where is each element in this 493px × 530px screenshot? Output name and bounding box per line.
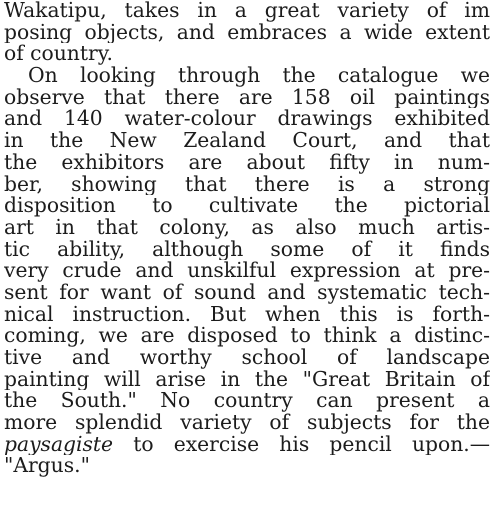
text-line: ber, showing that there is a strong <box>4 173 490 196</box>
text-line: painting will arise in the "Great Britain of <box>4 368 490 391</box>
text-line: Wakatipu, takes in a great variety of im <box>4 0 490 22</box>
text-line: tive and worthy school of landscape <box>4 347 490 369</box>
text-line: of country. <box>4 43 113 66</box>
text-line: and 140 water-colour drawings exhibited <box>4 108 490 131</box>
text-line: On looking through the catalogue we <box>28 65 490 87</box>
text-line: in the New Zealand Court, and that <box>4 130 490 152</box>
italic-word: paysagiste <box>4 433 114 456</box>
text-line <box>4 434 490 456</box>
text-line: tic ability, although some of it finds <box>4 238 490 261</box>
text-line: observe that there are 158 oil paintings <box>4 86 490 109</box>
text-line: the exhibitors are about fifty in num- <box>4 151 490 174</box>
text-line: posing objects, and embraces a wide extent <box>4 21 490 44</box>
text-line: the South." No country can present a <box>4 390 490 413</box>
text-line: "Argus." <box>4 455 90 478</box>
text-line: more splendid variety of subjects for the <box>4 412 490 434</box>
text-line: coming, we are disposed to think a distinc- <box>4 325 490 347</box>
text-line: very crude and unskilful expression at pre- <box>4 260 490 282</box>
text-line: sent for want of sound and systematic tech- <box>4 281 490 304</box>
article-column <box>4 0 490 477</box>
text-line: nical instruction. But when this is forth- <box>4 303 490 326</box>
text-line: art in that colony, as also much artis- <box>4 216 490 239</box>
line-remainder: to exercise his pencil upon.— <box>113 433 490 456</box>
text-line: disposition to cultivate the pictorial <box>4 195 490 217</box>
